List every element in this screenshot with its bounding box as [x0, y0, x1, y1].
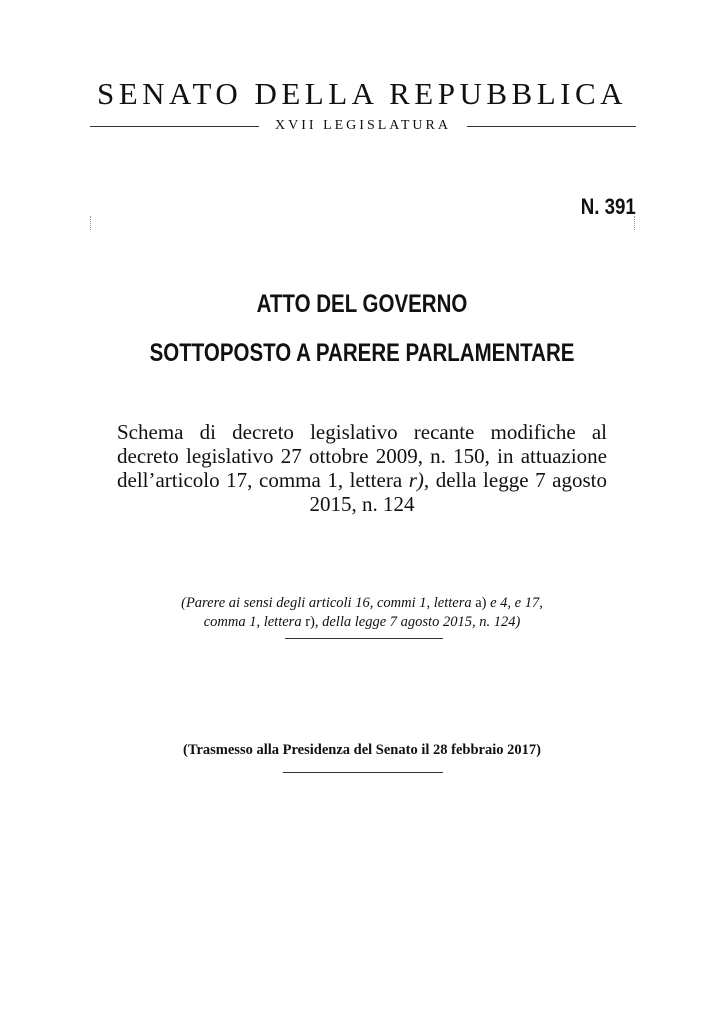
legislatura-label: XVII LEGISLATURA	[275, 118, 451, 133]
opinion-line2-letter: r)	[305, 614, 315, 630]
document-number: N. 391	[580, 194, 636, 219]
legislatura-rule-left	[90, 126, 259, 127]
transmission-divider	[283, 772, 443, 773]
opinion-line1-text-a: (Parere ai sensi degli articoli 16, commi 1, lettera	[181, 595, 476, 611]
transmission-note: (Trasmesso alla Presidenza del Senato il 28 febbraio 2017)	[183, 742, 541, 758]
legislatura-rule-right	[467, 126, 636, 127]
act-subject-letter: r)	[408, 468, 424, 492]
opinion-line1-text-c: e 4, e 17,	[486, 595, 543, 611]
opinion-line2-text-a: comma 1, lettera	[203, 614, 306, 630]
act-title-line-1: ATTO DEL GOVERNO	[256, 290, 468, 318]
act-title-line-2: SOTTOPOSTO A PARERE PARLAMENTARE	[149, 339, 575, 367]
opinion-note-line-1	[0, 594, 724, 613]
opinion-line1-letter: a)	[475, 595, 487, 611]
opinion-note-line-2	[0, 613, 724, 632]
margin-mark-left	[90, 216, 92, 230]
opinion-note	[0, 594, 724, 632]
act-subject	[117, 420, 607, 516]
institution-name: SENATO DELLA REPUBBLICA	[96, 76, 628, 111]
legislatura-row	[90, 116, 636, 136]
opinion-line2-text-c: , della legge 7 agosto 2015, n. 124)	[314, 614, 521, 630]
act-subject-text-2: , della legge 7 agosto 2015, n. 124	[309, 468, 607, 516]
opinion-divider	[285, 638, 443, 639]
act-subject-text-1: Schema di decreto legislativo recante modifiche al decreto legislativo 27 ottobre 2009, n. 150, in attuazione dell’articolo 17, comma 1, lettera	[117, 420, 607, 492]
